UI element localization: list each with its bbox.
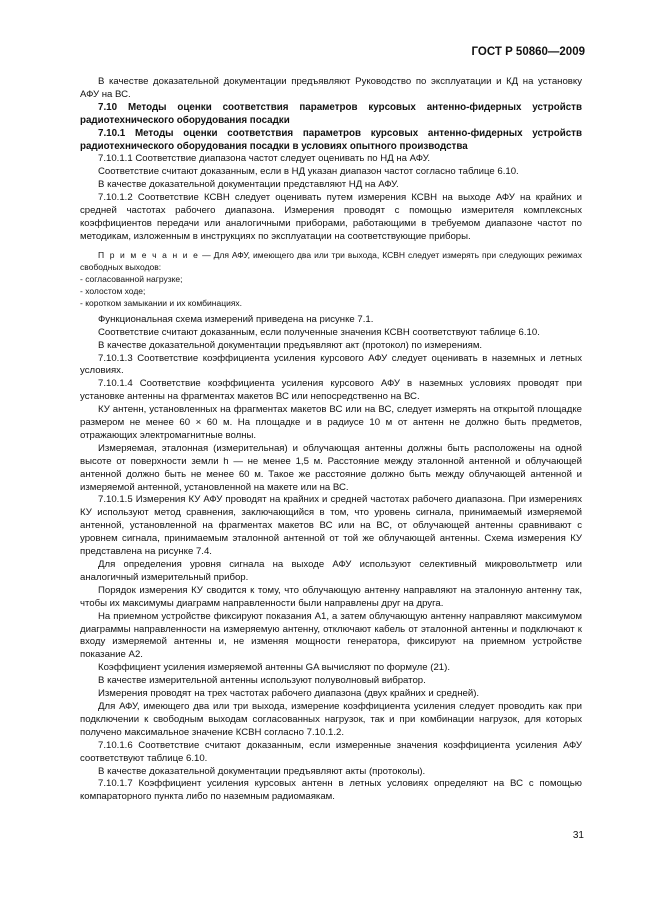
paragraph: 7.10.1.5 Измерения КУ АФУ проводят на крайних и средней частотах рабочего диапазона. При измерениях КУ используют метод сравнения, заключающийся в том, что уровень сигнала, принимаемый измеряемой антенной, установленной на фрагментах макетов ВС или на ВС, от облучающей антенны сравнивают с уровнем сигнала, принимаемым эталонной антенной от той же облучающей антенны. Схема измерения КУ представлена на рисунке 7.4.	[80, 494, 582, 558]
paragraph: Измеряемая, эталонная (измерительная) и облучающая антенны должны быть расположены на одной высоте от поверхности земли h — не менее 1,5 м. Расстояние между эталонной антенной и облучающей антенной должно быть не менее 60 м. Такое же расстояние должно быть между облучающей антенной и измеряемой антенной, установленной на макете или на ВС.	[80, 442, 582, 493]
note	[80, 249, 582, 273]
paragraph: Коэффициент усиления измеряемой антенны GA вычисляют по формуле (21).	[98, 662, 450, 674]
note-list	[80, 273, 582, 309]
paragraph: Измерения проводят на трех частотах рабочего диапазона (двух крайних и средней).	[98, 688, 480, 700]
paragraph: В качестве измерительной антенны используют полуволновый вибратор.	[98, 675, 426, 687]
note-list-item: - коротком замыкании и их комбинациях.	[80, 297, 243, 308]
paragraph: 7.10.1.3 Соответствие коэффициента усиления курсового АФУ следует оценивать в наземных и летных условиях.	[80, 352, 582, 377]
note-list-item: - согласованной нагрузке;	[80, 273, 183, 284]
paragraph: 7.10.1.6 Соответствие считают доказанным, если измеренные значения коэффициента усиления АФУ соответствуют таблице 6.10.	[80, 739, 582, 764]
paragraph: В качестве доказательной документации предъявляют акт (протокол) по измерениям.	[98, 339, 483, 351]
paragraph: Соответствие считают доказанным, если полученные значения КСВН соответствуют таблице 6.10.	[98, 326, 540, 338]
paragraph: 7.10.1.4 Соответствие коэффициента усиления курсового АФУ в наземных условиях проводят при установке антенны на фрагментах макетов ВС или непосредственно на ВС.	[80, 378, 582, 403]
page-number: 31	[572, 830, 584, 841]
note-list-item: - холостом ходе;	[80, 285, 146, 296]
paragraph: Для определения уровня сигнала на выходе АФУ используют селективный микровольтметр или аналогичный измерительный прибор.	[80, 559, 582, 583]
paragraph: Функциональная схема измерений приведена на рисунке 7.1.	[98, 313, 374, 325]
paragraph: В качестве доказательной документации предъявляют акты (протоколы).	[98, 765, 426, 777]
paragraph: Порядок измерения КУ сводится к тому, что облучающую антенну направляют на эталонную антенну так, чтобы их максимумы диаграмм направленности были направлены друг на друга.	[80, 584, 582, 609]
note-text: — Для АФУ, имеющего два или три выхода, КСВН следует измерять при следующих режимах свободных выходов:	[80, 249, 582, 272]
paragraph: Соответствие считают доказанным, если в НД указан диапазон частот согласно таблице 6.10.	[98, 166, 519, 178]
paragraph: На приемном устройстве фиксируют показания A1, а затем облучающую антенну направляют максимумом диаграммы направленности на измеряемую антенну, отключают кабель от эталонной антенны и подключают к входу измеряемой антенны и, не изменяя мощности генератора, фиксируют на приемном устройстве показание A2.	[80, 610, 582, 661]
paragraph: КУ антенн, установленных на фрагментах макетов ВС или на ВС, следует измерять на открытой площадке размером не менее 60 × 60 м. На площадке и в радиусе 10 м от антенн не должно быть предметов, отражающих электромагнитные волны.	[80, 404, 582, 441]
note-label: П р и м е ч а н и е	[98, 249, 200, 260]
paragraph: 7.10.1.2 Соответствие КСВН следует оценивать путем измерения КСВН на выходе АФУ на крайних и средней частотах рабочего диапазона. Измерения проводят с помощью измерителя комплексных коэффициентов передачи или аналогичными приборами, работающими в требуемом диапазоне частот по методикам, изложенным в инструкциях по эксплуатации на соответствующие приборы.	[80, 192, 582, 242]
standard-header: ГОСТ Р 50860—2009	[471, 46, 585, 58]
paragraph: Для АФУ, имеющего два или три выхода, измерение коэффициента усиления следует проводить как при подключении к свободным выходам согласованных нагрузок, так и при комбинации нагрузок, для которых получено максимальное значение КСВН согласно 7.10.1.2.	[80, 700, 582, 738]
page-body	[80, 76, 582, 804]
paragraph: 7.10.1.7 Коэффициент усиления курсовых антенн в летных условиях определяют на ВС с помощью компараторного пункта либо по наземным радиомаякам.	[80, 778, 582, 803]
paragraph: В качестве доказательной документации представляют НД на АФУ.	[98, 179, 399, 191]
section-heading-7-10-1: 7.10.1 Методы оценки соответствия параметров курсовых антенно-фидерных устройств радиотехнического оборудования посадки в условиях опытного производства	[80, 127, 582, 152]
section-heading-7-10: 7.10 Методы оценки соответствия параметров курсовых антенно-фидерных устройств радиотехнического оборудования посадки	[80, 101, 582, 126]
paragraph: В качестве доказательной документации предъявляют Руководство по эксплуатации и КД на установку АФУ на ВС.	[80, 76, 582, 100]
paragraph: 7.10.1.1 Соответствие диапазона частот следует оценивать по НД на АФУ.	[98, 153, 431, 165]
